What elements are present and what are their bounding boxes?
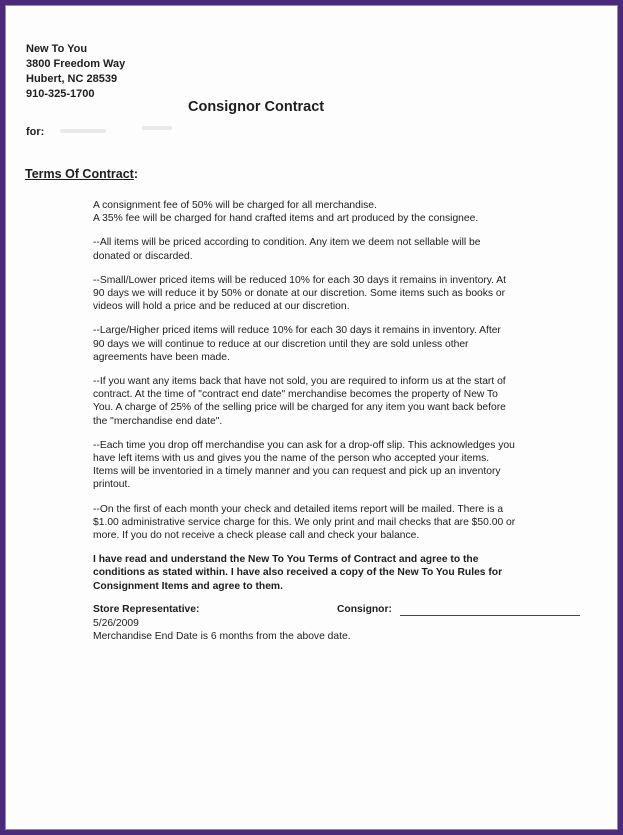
for-label: for:: [26, 126, 45, 138]
ack-line: Consignment Items and agree to them.: [93, 580, 283, 592]
store-rep-label: Store Representative:: [93, 603, 200, 615]
term-line: agreements have been made.: [93, 351, 230, 363]
contract-page: [8, 8, 615, 827]
term-line: A 35% fee will be charged for hand crafted items and art produced by the consignee.: [93, 213, 479, 225]
term-line: Items will be inventoried in a timely manner and you can request and pick up an inventory: [93, 466, 501, 478]
term-small-items: [93, 274, 593, 314]
consignor-label: Consignor:: [337, 603, 392, 615]
term-line: 90 days we will continue to reduce at our discretion until they are sold unless other: [93, 338, 469, 350]
term-line: videos will hold a price and be reduced at our discretion.: [93, 301, 350, 313]
ack-line: conditions as stated within. I have also received a copy of the New To You Rules for: [93, 567, 503, 579]
page-title: Consignor Contract: [188, 99, 325, 115]
ack-line: I have read and understand the New To You Terms of Contract and agree to the: [93, 554, 479, 566]
term-line: --If you want any items back that have not sold, you are required to inform us at the start of: [93, 376, 506, 388]
term-line: contract. At the time of "contract end date" merchandise becomes the property of New To: [93, 389, 498, 401]
term-returns: [93, 375, 593, 428]
letterhead: [26, 42, 125, 102]
contract-date: 5/26/2009: [93, 617, 139, 629]
term-line: printout.: [93, 479, 131, 491]
term-line: --On the first of each month your check and detailed items report will be mailed. There is a: [93, 503, 504, 515]
contract-terms: [93, 199, 593, 643]
term-line: donated or discarded.: [93, 250, 193, 262]
term-line: more. If you do not receive a check please call and check your balance.: [93, 530, 420, 542]
terms-heading-label: Terms Of Contract: [25, 167, 134, 181]
term-line: 90 days we will reduce it by 50% or donate at our discretion. Some items such as books or: [93, 288, 506, 300]
term-line: --Each time you drop off merchandise you can ask for a drop-off slip. This acknowledges you: [93, 439, 515, 451]
consignor-signature-line[interactable]: [400, 615, 580, 616]
business-city: Hubert, NC 28539: [26, 73, 118, 85]
terms-heading: [25, 167, 138, 181]
redacted-name-mark: [142, 126, 172, 130]
redacted-name-mark: [60, 129, 106, 133]
business-name: New To You: [26, 43, 88, 55]
term-line: --Small/Lower priced items will be reduced 10% for each 30 days it remains in inventory. At: [93, 274, 507, 286]
term-line: $1.00 administrative service charge for this. We only print and mail checks that are $50.00 or: [93, 516, 516, 528]
term-line: the "merchandise end date".: [93, 415, 223, 427]
signature-row: [93, 603, 593, 617]
term-line: A consignment fee of 50% will be charged for all merchandise.: [93, 200, 377, 211]
term-fees: [93, 199, 593, 225]
term-line: have left items with us and gives you the name of the person who accepted your items.: [93, 453, 490, 465]
term-pricing: [93, 236, 593, 262]
end-date-note: Merchandise End Date is 6 months from the above date.: [93, 631, 351, 643]
term-line: --All items will be priced according to condition. Any item we deem not sellable will be: [93, 237, 481, 249]
business-phone: 910-325-1700: [26, 88, 95, 100]
term-drop-off: [93, 439, 593, 492]
term-large-items: [93, 324, 593, 364]
term-line: --Large/Higher priced items will reduce 10% for each 30 days it remains in inventory. After: [93, 325, 501, 337]
term-line: You. A charge of 25% of the selling price will be charged for any item you want back before: [93, 402, 506, 414]
business-street: 3800 Freedom Way: [26, 58, 126, 70]
terms-heading-colon: :: [133, 167, 138, 181]
acknowledgement: [93, 553, 593, 593]
term-payment: [93, 503, 593, 543]
